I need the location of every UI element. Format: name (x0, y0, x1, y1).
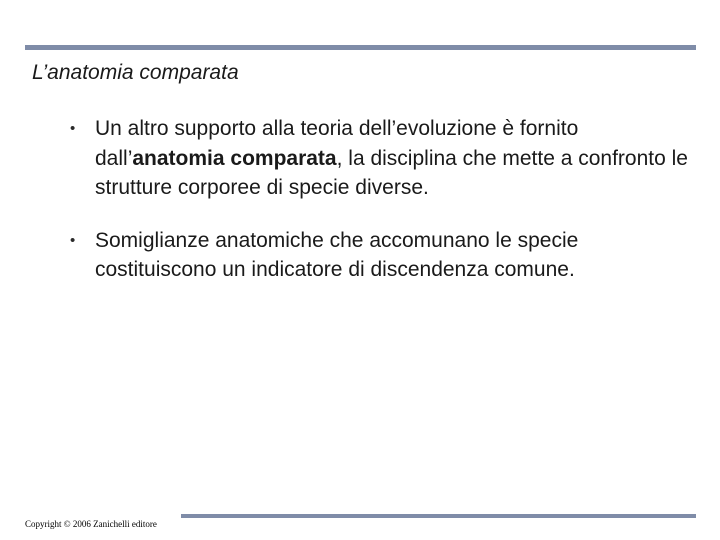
copyright-notice: Copyright © 2006 Zanichelli editore (25, 519, 157, 529)
slide-title: L’anatomia comparata (32, 61, 239, 84)
header-rule (25, 45, 696, 50)
bullet-item-1 (70, 114, 690, 203)
bullet-text: Somiglianze anatomiche che accomunano le specie costituiscono un indicatore di discendenza comune. (95, 228, 579, 281)
bullet-text-after: , la disciplina che mette a confronto le strutture corporee di specie diverse. (95, 146, 688, 199)
bullet-marker: • (70, 231, 76, 249)
bullet-marker: • (70, 120, 76, 137)
bullet-text-before: Un altro supporto alla teoria dell’evoluzione è fornito dall’ (95, 117, 579, 170)
bullet-list (70, 114, 690, 308)
bullet-emphasis: anatomia comparata (132, 146, 337, 170)
footer-rule (181, 514, 696, 518)
bullet-item-2 (70, 226, 690, 285)
